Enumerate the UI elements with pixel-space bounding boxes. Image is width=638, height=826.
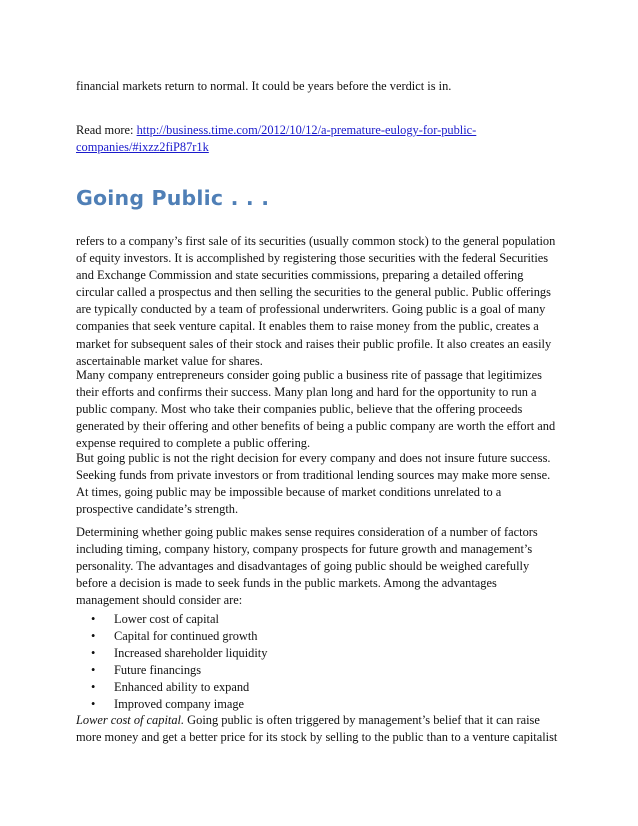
bullet-icon: • xyxy=(91,696,96,711)
text-line xyxy=(76,712,566,729)
list-item xyxy=(76,696,267,713)
text-line: circular called a prospectus and then selling the securities to the general public. Public offerings xyxy=(76,285,551,300)
text-line: management should consider are: xyxy=(76,593,243,608)
list-item-label: Capital for continued growth xyxy=(114,628,258,643)
text-line: companies that seek venture capital. It enables them to raise money from the public, creates a xyxy=(76,319,539,334)
list-item xyxy=(76,662,267,679)
text-line: expense required to complete a public offering. xyxy=(76,436,311,451)
text-line: refers to a company’s first sale of its securities (usually common stock) to the general population xyxy=(76,234,556,248)
source-link-part-2[interactable]: companies/#ixzz2fiP87r1k xyxy=(76,140,209,155)
source-link-part-1[interactable]: http://business.time.com/2012/10/12/a-premature-eulogy-for-public- xyxy=(136,123,477,137)
text-line xyxy=(76,139,566,156)
text-line: public company. Most who take their companies public, believe that the offering proceeds xyxy=(76,402,523,417)
text-line: At times, going public may be impossible because of market conditions unrelated to a xyxy=(76,485,502,500)
text-line: market for subsequent sales of their stock and raises their public profile. It also creates an easily xyxy=(76,336,552,351)
list-item-label: Lower cost of capital xyxy=(114,612,219,626)
text-line: and Exchange Commission and state securities commissions, preparing a detailed offering xyxy=(76,268,524,283)
text-line: Many company entrepreneurs consider going public a business rite of passage that legitimizes xyxy=(76,368,542,382)
list-item xyxy=(76,679,267,696)
list-item-label: Future financings xyxy=(114,662,202,677)
list-item-label: Increased shareholder liquidity xyxy=(114,645,268,660)
text-line: more money and get a better price for its stock by selling to the public than to a venture capitalist xyxy=(76,730,558,745)
text-fragment: Going public is often triggered by management’s belief that it can raise xyxy=(184,713,540,727)
text-line: before a decision is made to seek funds in the public markets. Among the advantages xyxy=(76,576,497,591)
read-more-label: Read more: xyxy=(76,123,137,137)
bullet-icon: • xyxy=(91,628,96,643)
text-line: Seeking funds from private investors or from traditional lending sources may make more sense. xyxy=(76,468,551,483)
list-item-label: Improved company image xyxy=(114,696,245,711)
text-line: financial markets return to normal. It could be years before the verdict is in. xyxy=(76,79,452,93)
bullet-icon: • xyxy=(91,679,96,694)
text-line xyxy=(76,122,566,139)
advantages-list xyxy=(76,611,267,712)
bullet-icon: • xyxy=(91,662,96,677)
list-item xyxy=(76,645,267,662)
text-line: personality. The advantages and disadvantages of going public should be weighed carefully xyxy=(76,559,530,574)
paragraph-definition xyxy=(76,233,566,370)
bullet-icon: • xyxy=(91,645,96,660)
text-line: But going public is not the right decision for every company and does not insure future success. xyxy=(76,451,551,465)
read-more-paragraph xyxy=(76,122,566,156)
text-line: of equity investors. It is accomplished by registering those securities with the federal Securities xyxy=(76,251,549,266)
text-line: Determining whether going public makes sense requires consideration of a number of factors xyxy=(76,525,538,539)
paragraph-not-right xyxy=(76,450,566,518)
list-item-label: Enhanced ability to expand xyxy=(114,679,250,694)
text-line: are typically conducted by a team of professional underwriters. Going public is a goal of many xyxy=(76,302,546,317)
list-item xyxy=(76,611,267,628)
italic-lead: Lower cost of capital. xyxy=(76,713,185,727)
text-line: prospective candidate’s strength. xyxy=(76,502,239,517)
intro-paragraph xyxy=(76,78,566,95)
section-heading: Going Public . . . xyxy=(76,186,270,210)
paragraph-lower-cost xyxy=(76,712,566,746)
text-line: including timing, company history, company prospects for future growth and management’s xyxy=(76,542,533,557)
text-line: their efforts and confirms their success. Many plan long and hard for the opportunity to run a xyxy=(76,385,537,400)
list-item xyxy=(76,628,267,645)
paragraph-determining xyxy=(76,524,566,609)
paragraph-entrepreneurs xyxy=(76,367,566,452)
bullet-icon: • xyxy=(91,612,96,626)
text-line: ascertainable market value for shares. xyxy=(76,353,263,368)
text-line: generated by their offering and other benefits of being a public company are worth the effort and xyxy=(76,419,556,434)
